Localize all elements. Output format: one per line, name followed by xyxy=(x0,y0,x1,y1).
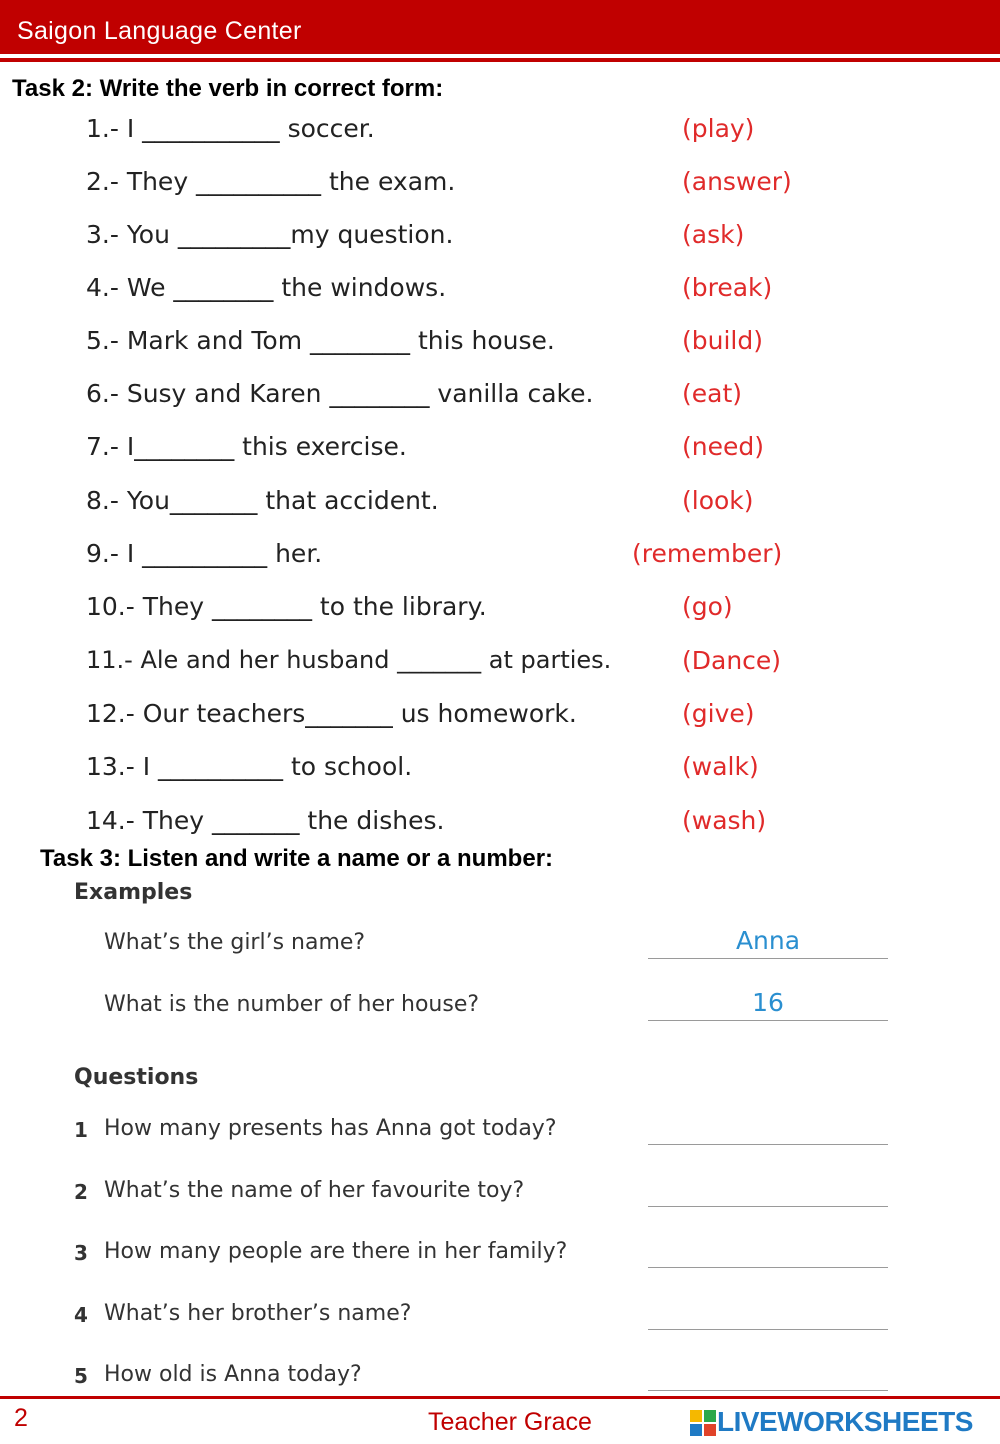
verb-item xyxy=(86,326,806,366)
question-number: 5 xyxy=(74,1364,88,1388)
question-row xyxy=(74,1239,894,1279)
liveworksheets-brand: LIVEWORKSHEETS xyxy=(717,1406,973,1437)
question-text: What’s the name of her favourite toy? xyxy=(104,1178,525,1203)
verb-hint: (walk) xyxy=(682,752,759,781)
verb-hint: (look) xyxy=(682,486,754,515)
verb-sentence: 10.- They ________ to the library. xyxy=(86,592,487,621)
verb-item xyxy=(86,220,806,260)
header-divider xyxy=(0,58,1000,62)
verb-sentence: 4.- We ________ the windows. xyxy=(86,273,447,302)
verb-sentence: 8.- You_______ that accident. xyxy=(86,486,439,515)
answer-line xyxy=(648,958,888,959)
verb-hint: (give) xyxy=(682,699,755,728)
verb-item xyxy=(86,699,806,739)
question-number: 2 xyxy=(74,1180,88,1204)
teacher-name: Teacher Grace xyxy=(428,1408,592,1436)
example-question: What is the number of her house? xyxy=(104,992,480,1017)
verb-sentence: 12.- Our teachers_______ us homework. xyxy=(86,699,577,728)
answer-line[interactable] xyxy=(648,1329,888,1330)
answer-line[interactable] xyxy=(648,1390,888,1391)
question-text: How many presents has Anna got today? xyxy=(104,1116,557,1141)
verb-item xyxy=(86,539,806,579)
verb-item xyxy=(86,752,806,792)
question-row xyxy=(74,1116,894,1156)
verb-hint: (ask) xyxy=(682,220,745,249)
questions-heading: Questions xyxy=(74,1065,199,1090)
verb-hint: (remember) xyxy=(632,539,783,568)
question-text: What’s her brother’s name? xyxy=(104,1301,412,1326)
verb-item xyxy=(86,273,806,313)
verb-item xyxy=(86,592,806,632)
verb-sentence: 5.- Mark and Tom ________ this house. xyxy=(86,326,555,355)
verb-sentence: 11.- Ale and her husband _______ at parties. xyxy=(86,646,612,674)
question-row xyxy=(74,1301,894,1341)
verb-hint: (Dance) xyxy=(682,646,782,675)
verb-item xyxy=(86,806,806,846)
verb-item xyxy=(86,114,806,154)
examples-heading: Examples xyxy=(74,880,193,905)
verb-item xyxy=(86,167,806,207)
verb-item xyxy=(86,379,806,419)
example-row xyxy=(74,926,894,970)
question-row xyxy=(74,1178,894,1218)
liveworksheets-logo xyxy=(690,1408,990,1438)
header-bar xyxy=(0,0,1000,54)
task2-title: Task 2: Write the verb in correct form: xyxy=(12,75,444,102)
verb-hint: (eat) xyxy=(682,379,743,408)
center-name: Saigon Language Center xyxy=(17,17,302,45)
question-text: How many people are there in her family? xyxy=(104,1239,568,1264)
verb-hint: (answer) xyxy=(682,167,792,196)
verb-sentence: 1.- I ___________ soccer. xyxy=(86,114,375,143)
answer-line[interactable] xyxy=(648,1144,888,1145)
verb-sentence: 14.- They _______ the dishes. xyxy=(86,806,445,835)
question-number: 4 xyxy=(74,1303,88,1327)
answer-line xyxy=(648,1020,888,1021)
verb-hint: (need) xyxy=(682,432,764,461)
liveworksheets-logo-icon xyxy=(690,1410,716,1436)
question-text: How old is Anna today? xyxy=(104,1362,362,1387)
example-row xyxy=(74,988,894,1032)
verb-item xyxy=(86,646,806,686)
verb-hint: (go) xyxy=(682,592,733,621)
verb-sentence: 6.- Susy and Karen ________ vanilla cake. xyxy=(86,379,594,408)
question-number: 1 xyxy=(74,1118,88,1142)
example-answer: 16 xyxy=(752,988,784,1017)
footer-divider xyxy=(0,1396,1000,1399)
verb-sentence: 3.- You _________my question. xyxy=(86,220,454,249)
verb-sentence: 13.- I __________ to school. xyxy=(86,752,413,781)
verb-hint: (build) xyxy=(682,326,763,355)
answer-line[interactable] xyxy=(648,1206,888,1207)
example-answer: Anna xyxy=(735,926,801,955)
page-number: 2 xyxy=(14,1404,28,1432)
verb-item xyxy=(86,486,806,526)
question-number: 3 xyxy=(74,1241,88,1265)
verb-sentence: 2.- They __________ the exam. xyxy=(86,167,456,196)
verb-hint: (play) xyxy=(682,114,755,143)
verb-sentence: 9.- I __________ her. xyxy=(86,539,323,568)
example-question: What’s the girl’s name? xyxy=(104,930,366,955)
verb-hint: (break) xyxy=(682,273,773,302)
task3-title: Task 3: Listen and write a name or a number: xyxy=(40,845,554,872)
verb-sentence: 7.- I________ this exercise. xyxy=(86,432,407,461)
answer-line[interactable] xyxy=(648,1267,888,1268)
verb-item xyxy=(86,432,806,472)
verb-hint: (wash) xyxy=(682,806,767,835)
